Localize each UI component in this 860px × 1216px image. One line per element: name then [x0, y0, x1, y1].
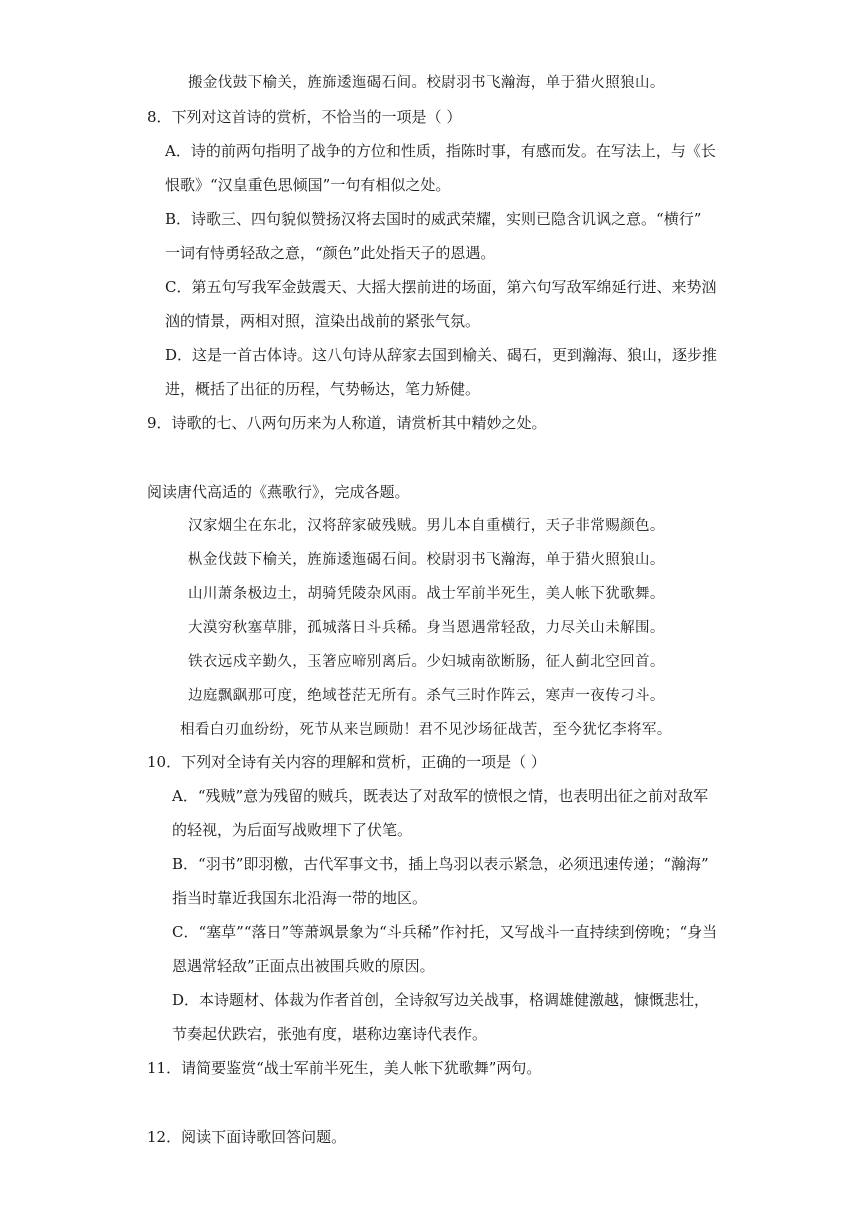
question-10-option-a-line2: 的轻视，为后面写战败埋下了伏笔。	[172, 821, 413, 839]
question-8-option-a-line1: A．诗的前两句指明了战争的方位和性质，指陈时事，有感而发。在写法上，与《长	[165, 142, 716, 160]
poem-line-top: 搬金伐鼓下榆关，旌旆逶迤碣石间。校尉羽书飞瀚海，单于猎火照狼山。	[188, 75, 665, 91]
question-11: 11．请简要鉴赏“战士军前半死生，美人帐下犹歌舞”两句。	[147, 1059, 542, 1077]
question-8-stem: 8．下列对这首诗的赏析，不恰当的一项是（ ）	[147, 108, 462, 126]
poem-line: 枞金伐鼓下榆关，旌旆逶迤碣石间。校尉羽书飞瀚海，单于猎火照狼山。	[188, 552, 665, 568]
question-10-option-c-line1: C．“塞草”“落日”等萧飒景象为“斗兵稀”作衬托，又写战斗一直持续到傍晚；“身当	[172, 923, 718, 941]
question-8-option-c-line1: C．第五句写我军金鼓震天、大摇大摆前进的场面，第六句写敌军绵延行进、来势汹	[165, 278, 717, 296]
question-12: 12．阅读下面诗歌回答问题。	[147, 1128, 347, 1146]
question-8-option-d-line2: 进，概括了出征的历程，气势畅达，笔力矫健。	[165, 380, 481, 398]
question-8-option-b-line1: B．诗歌三、四句貌似赞扬汉将去国时的威武荣耀，实则已隐含讥讽之意。“横行”	[165, 210, 702, 228]
question-10-option-d-line1: D．本诗题材、体裁为作者首创，全诗叙写边关战事，格调雄健激越，慷慨悲壮，	[172, 991, 710, 1009]
question-8-option-b-line2: 一词有恃勇轻敌之意，“颜色”此处指天子的恩遇。	[165, 244, 496, 262]
question-8-option-a-line2: 恨歌》“汉皇重色思倾国”一句有相似之处。	[165, 176, 451, 194]
question-10-option-b-line1: B．“羽书”即羽檄，古代军事文书，插上鸟羽以表示紧急，必须迅速传递；“瀚海”	[172, 855, 709, 873]
poem-line: 边庭飘飖那可度，绝域苍茫无所有。杀气三时作阵云，寒声一夜传刁斗。	[188, 688, 665, 704]
question-10-stem: 10．下列对全诗有关内容的理解和赏析，正确的一项是（ ）	[147, 753, 546, 771]
poem-line: 山川萧条极边土，胡骑凭陵杂风雨。战士军前半死生，美人帐下犹歌舞。	[188, 586, 665, 602]
poem-line: 铁衣远戍辛勤久，玉箸应啼别离后。少妇城南欲断肠，征人蓟北空回首。	[188, 654, 665, 670]
question-10-option-d-line2: 节奏起伏跌宕，张弛有度，堪称边塞诗代表作。	[172, 1025, 488, 1043]
question-10-option-a-line1: A．“残贼”意为残留的贼兵，既表达了对敌军的愤恨之情，也表明出征之前对敌军	[172, 787, 709, 805]
reading-intro: 阅读唐代高适的《燕歌行》，完成各题。	[147, 483, 410, 501]
question-10-option-b-line2: 指当时靠近我国东北沿海一带的地区。	[172, 889, 428, 907]
question-8-option-d-line1: D．这是一首古体诗。这八句诗从辞家去国到榆关、碣石，更到瀚海、狼山，逐步推	[165, 346, 718, 364]
poem-line: 相看白刃血纷纷，死节从来岂顾勋！君不见沙场征战苦，至今犹忆李将军。	[180, 722, 672, 738]
poem-line: 汉家烟尘在东北，汉将辞家破残贼。男儿本自重横行，天子非常赐颜色。	[188, 518, 665, 534]
question-9: 9．诗歌的七、八两句历来为人称道，请赏析其中精妙之处。	[147, 414, 547, 432]
poem-line: 大漠穷秋塞草腓，孤城落日斗兵稀。身当恩遇常轻敌，力尽关山未解围。	[188, 620, 665, 636]
question-8-option-c-line2: 汹的情景，两相对照，渲染出战前的紧张气氛。	[165, 312, 481, 330]
question-10-option-c-line2: 恩遇常轻敌”正面点出被围兵败的原因。	[172, 957, 435, 975]
